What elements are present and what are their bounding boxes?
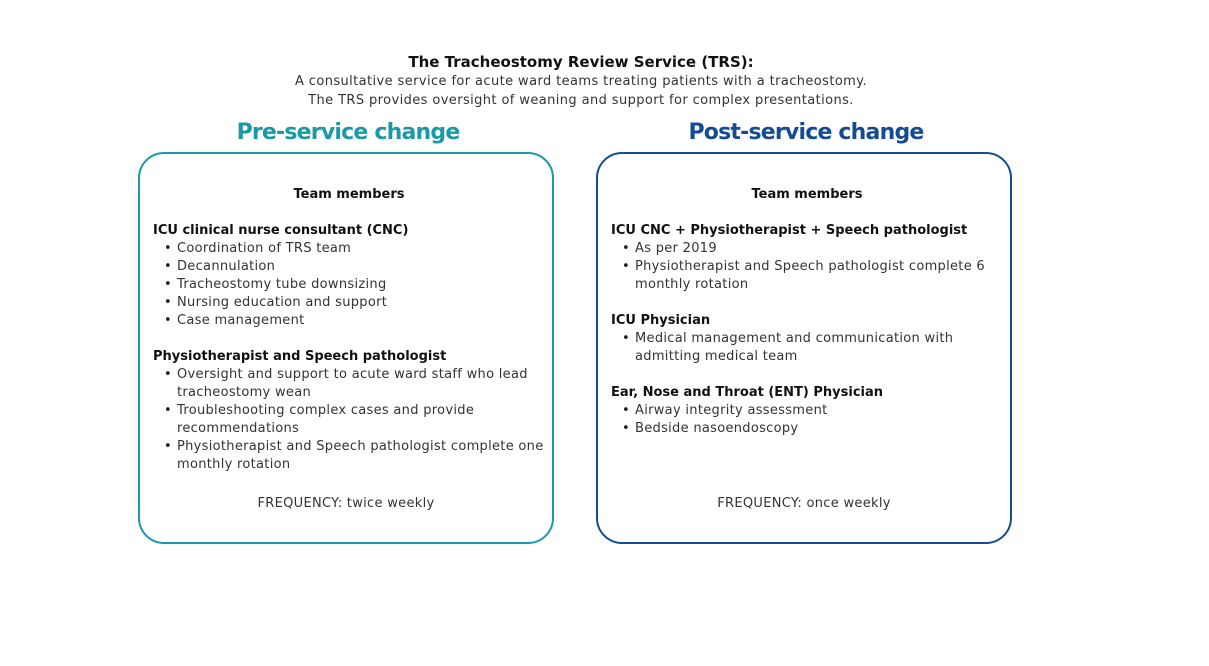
bullet-icon: • xyxy=(164,439,172,454)
bullet-icon: • xyxy=(622,421,630,436)
bullet-icon: • xyxy=(622,403,630,418)
list-item: • Physiotherapist and Speech pathologist complete 6 monthly rotation xyxy=(622,259,985,292)
bullet-icon: • xyxy=(164,403,172,418)
team-members-heading: Team members xyxy=(751,187,863,202)
subtitle-line-1: A consultative service for acute ward teams treating patients with a tracheostomy. xyxy=(294,74,868,89)
header xyxy=(0,52,1162,110)
bullet-icon: • xyxy=(164,259,172,274)
list-item: • Decannulation xyxy=(164,259,276,274)
post-service-heading: Post-service change xyxy=(688,120,924,145)
group-physio-speech xyxy=(153,348,545,474)
group-icu-cnc-physio-speech xyxy=(611,222,1003,294)
list-item: • Medical management and communication with admitting medical team xyxy=(622,331,954,364)
group-ent-physician xyxy=(611,384,1003,438)
list-item: • Airway integrity assessment xyxy=(622,403,828,418)
list-item: • Oversight and support to acute ward staff who lead tracheostomy wean xyxy=(164,367,528,400)
group-title: Ear, Nose and Throat (ENT) Physician xyxy=(611,385,884,400)
bullet-icon: • xyxy=(164,367,172,382)
list-item: • Case management xyxy=(164,313,305,328)
bullet-icon: • xyxy=(622,241,630,256)
list-item: • Bedside nasoendoscopy xyxy=(622,421,799,436)
group-title: ICU clinical nurse consultant (CNC) xyxy=(153,223,409,238)
group-icu-cnc xyxy=(153,222,545,330)
list-item: • Coordination of TRS team xyxy=(164,241,352,256)
group-title: ICU CNC + Physiotherapist + Speech pathologist xyxy=(611,223,968,238)
group-icu-physician xyxy=(611,312,1003,366)
bullet-icon: • xyxy=(164,313,172,328)
list-item: • Tracheostomy tube downsizing xyxy=(164,277,387,292)
list-item: • Nursing education and support xyxy=(164,295,388,310)
subtitle-line-2: The TRS provides oversight of weaning and support for complex presentations. xyxy=(308,93,854,108)
bullet-icon: • xyxy=(622,331,630,346)
group-title: ICU Physician xyxy=(611,313,711,328)
group-title: Physiotherapist and Speech pathologist xyxy=(153,349,447,364)
pre-service-card xyxy=(138,152,554,544)
page-title: The Tracheostomy Review Service (TRS): xyxy=(408,53,754,71)
pre-service-heading: Pre-service change xyxy=(236,120,460,145)
team-members-heading: Team members xyxy=(293,187,405,202)
list-item: • Physiotherapist and Speech pathologist complete one monthly rotation xyxy=(164,439,544,472)
frequency-label: FREQUENCY: once weekly xyxy=(717,496,891,511)
list-item: • As per 2019 xyxy=(622,241,717,256)
bullet-icon: • xyxy=(164,295,172,310)
post-service-card xyxy=(596,152,1012,544)
bullet-icon: • xyxy=(164,277,172,292)
frequency-label: FREQUENCY: twice weekly xyxy=(257,496,435,511)
list-item: • Troubleshooting complex cases and provide recommendations xyxy=(164,403,475,436)
bullet-icon: • xyxy=(622,259,630,274)
bullet-icon: • xyxy=(164,241,172,256)
